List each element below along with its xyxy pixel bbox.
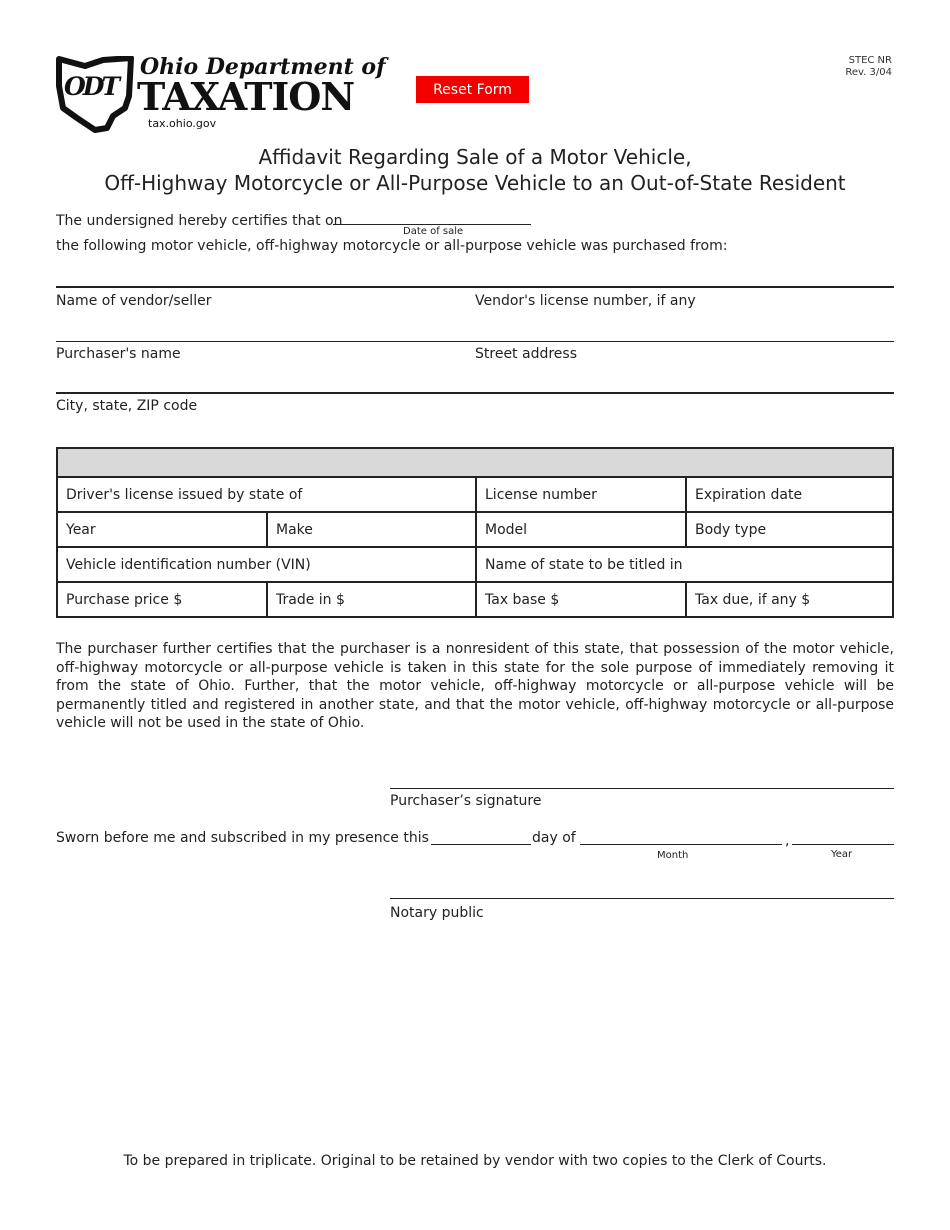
- notary-signature-line[interactable]: [390, 898, 894, 899]
- org-name: TAXATION: [137, 74, 355, 119]
- drivers-license-state-cell[interactable]: Driver's license issued by state of: [57, 477, 476, 512]
- table-row: [57, 512, 893, 547]
- year-label: Year: [831, 849, 853, 860]
- logo-initials: ODT: [64, 72, 118, 101]
- footer-note: To be prepared in triplicate. Original to be retained by vendor with two copies to the Clerk of Courts.: [123, 1153, 827, 1169]
- table-row: [57, 547, 893, 582]
- date-comma: ,: [785, 833, 790, 849]
- city-state-zip-label: City, state, ZIP code: [56, 398, 198, 414]
- year-field[interactable]: [792, 844, 894, 845]
- sworn-text: Sworn before me and subscribed in my presence this: [56, 830, 429, 846]
- city-field-line[interactable]: [56, 392, 894, 394]
- vehicle-info-table: [56, 447, 894, 618]
- license-number-cell[interactable]: License number: [476, 477, 686, 512]
- logo: [55, 56, 135, 134]
- form-revision: Rev. 3/04: [845, 67, 892, 78]
- purchase-price-cell[interactable]: Purchase price $: [57, 582, 267, 617]
- certification-paragraph: The purchaser further certifies that the purchaser is a nonresident of this state, that possession of the motor vehicle, off-highway motorcycle or all-purpose vehicle is taken in this state for the sole purpose of immediately removing it from the state of Ohio. Further, that the motor vehicle, off-highway motorcycle or all-purpose vehicle will be permanently titled and registered in another state, and that the motor vehicle, off-highway motorcycle or all-purpose vehicle will not be used in the state of Ohio.: [56, 641, 894, 731]
- trade-in-cell[interactable]: Trade in $: [267, 582, 476, 617]
- form-title-line-1: Affidavit Regarding Sale of a Motor Vehicle,: [258, 145, 692, 169]
- body-type-cell[interactable]: Body type: [686, 512, 893, 547]
- form-identifier: [800, 55, 892, 79]
- vendor-license-label: Vendor's license number, if any: [475, 293, 696, 309]
- reset-form-button[interactable]: Reset Form: [416, 76, 529, 103]
- make-cell[interactable]: Make: [267, 512, 476, 547]
- title-state-cell[interactable]: Name of state to be titled in: [476, 547, 893, 582]
- notary-public-label: Notary public: [390, 905, 484, 921]
- table-row: [57, 477, 893, 512]
- form-title-line-2: Off-Highway Motorcycle or All-Purpose Vehicle to an Out-of-State Resident: [104, 171, 846, 195]
- purchaser-name-label: Purchaser's name: [56, 346, 181, 362]
- date-of-sale-field[interactable]: [333, 224, 531, 225]
- expiration-date-cell[interactable]: Expiration date: [686, 477, 893, 512]
- website-link[interactable]: tax.ohio.gov: [148, 117, 217, 130]
- tax-base-cell[interactable]: Tax base $: [476, 582, 686, 617]
- form-code: STEC NR: [848, 55, 892, 66]
- month-label: Month: [657, 850, 689, 861]
- vin-cell[interactable]: Vehicle identification number (VIN): [57, 547, 476, 582]
- intro-text-1: The undersigned hereby certifies that on: [56, 213, 343, 229]
- day-of-text: day of: [532, 830, 576, 846]
- tax-due-cell[interactable]: Tax due, if any $: [686, 582, 893, 617]
- table-row: [57, 582, 893, 617]
- year-cell[interactable]: Year: [57, 512, 267, 547]
- intro-text-2: the following motor vehicle, off-highway motorcycle or all-purpose vehicle was purchased from:: [56, 238, 728, 254]
- street-address-label: Street address: [475, 346, 577, 362]
- vendor-field-line[interactable]: [56, 286, 894, 288]
- vendor-name-label: Name of vendor/seller: [56, 293, 212, 309]
- table-header-row: [57, 448, 893, 477]
- purchaser-signature-label: Purchaser’s signature: [390, 793, 542, 809]
- org-line: Ohio Department of: [140, 54, 386, 80]
- purchaser-signature-line[interactable]: [390, 788, 894, 789]
- day-field[interactable]: [431, 844, 531, 845]
- model-cell[interactable]: Model: [476, 512, 686, 547]
- date-of-sale-label: Date of sale: [403, 226, 464, 237]
- table-header-cell: [57, 448, 893, 477]
- purchaser-field-line[interactable]: [56, 341, 894, 342]
- month-field[interactable]: [580, 844, 782, 845]
